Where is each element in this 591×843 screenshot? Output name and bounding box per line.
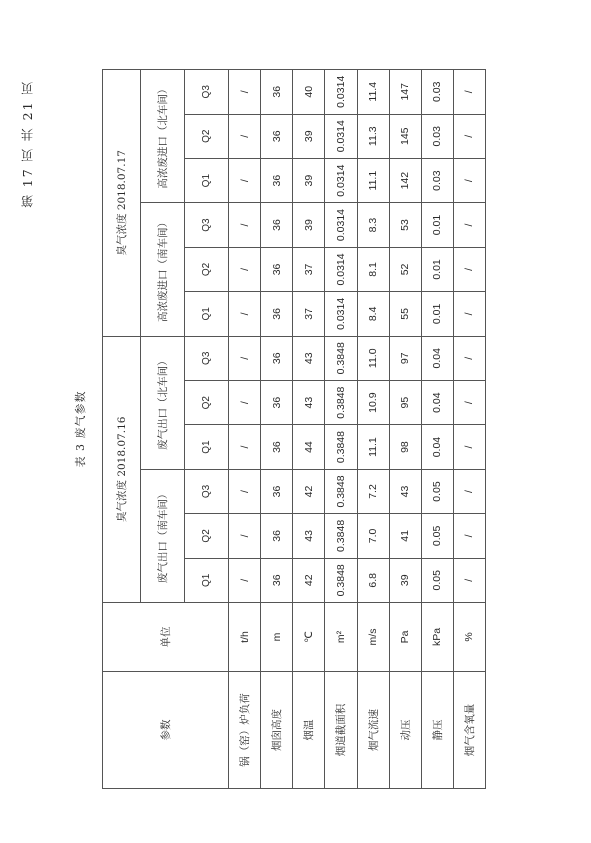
row-unit: ℃ bbox=[293, 603, 325, 672]
table-caption: 表 3 废气参数 bbox=[74, 390, 87, 468]
row-unit: t/h bbox=[229, 603, 261, 672]
table-cell: / bbox=[229, 380, 261, 424]
table-cell: 6.8 bbox=[357, 558, 389, 602]
table-cell: 36 bbox=[261, 203, 293, 247]
row-unit: m/s bbox=[357, 603, 389, 672]
table-cell: 0.3848 bbox=[325, 425, 357, 469]
table-cell: 43 bbox=[293, 336, 325, 380]
row-unit: Pa bbox=[389, 603, 421, 672]
table-cell: / bbox=[453, 380, 485, 424]
header-date-1: 臭气浓度 2018.07.16 bbox=[103, 336, 141, 602]
table-cell: / bbox=[453, 425, 485, 469]
table-cell: / bbox=[229, 158, 261, 202]
table-cell: / bbox=[453, 336, 485, 380]
table-cell: 36 bbox=[261, 514, 293, 558]
table-cell: 0.0314 bbox=[325, 158, 357, 202]
table-cell: / bbox=[453, 70, 485, 115]
table-body bbox=[229, 70, 486, 789]
table-cell: 8.4 bbox=[357, 292, 389, 336]
table-cell: 52 bbox=[389, 247, 421, 291]
table-cell: 98 bbox=[389, 425, 421, 469]
header-param: 参数 bbox=[103, 672, 229, 789]
table-row bbox=[293, 70, 325, 789]
table-cell: 55 bbox=[389, 292, 421, 336]
row-param: 烟道截面积 bbox=[325, 672, 357, 789]
table-cell: 95 bbox=[389, 380, 421, 424]
header-q: Q3 bbox=[185, 469, 229, 513]
table-row bbox=[229, 70, 261, 789]
header-q: Q2 bbox=[185, 380, 229, 424]
table-row bbox=[453, 70, 485, 789]
row-unit: m² bbox=[325, 603, 357, 672]
table-row bbox=[357, 70, 389, 789]
table-cell: / bbox=[229, 203, 261, 247]
table-cell: 0.05 bbox=[421, 469, 453, 513]
table-cell: / bbox=[229, 469, 261, 513]
table-cell: / bbox=[229, 292, 261, 336]
exhaust-parameters-table bbox=[102, 69, 486, 789]
table-cell: 0.01 bbox=[421, 292, 453, 336]
table-cell: 0.3848 bbox=[325, 558, 357, 602]
table-cell: 53 bbox=[389, 203, 421, 247]
table-cell: 37 bbox=[293, 292, 325, 336]
table-cell: 0.3848 bbox=[325, 514, 357, 558]
table-cell: 39 bbox=[293, 158, 325, 202]
table-cell: 0.3848 bbox=[325, 336, 357, 380]
table-cell: 36 bbox=[261, 70, 293, 115]
table-cell: 36 bbox=[261, 114, 293, 158]
table-cell: 40 bbox=[293, 70, 325, 115]
table-cell: 39 bbox=[293, 203, 325, 247]
row-unit: % bbox=[453, 603, 485, 672]
table-cell: 43 bbox=[293, 380, 325, 424]
header-group-3: 高浓废进口（南车间） bbox=[141, 203, 185, 336]
table-cell: 11.3 bbox=[357, 114, 389, 158]
table-cell: / bbox=[453, 203, 485, 247]
table-cell: 97 bbox=[389, 336, 421, 380]
table-cell: 0.05 bbox=[421, 514, 453, 558]
table-row bbox=[389, 70, 421, 789]
table-cell: / bbox=[229, 425, 261, 469]
header-q: Q3 bbox=[185, 336, 229, 380]
header-q: Q1 bbox=[185, 558, 229, 602]
table-cell: 36 bbox=[261, 158, 293, 202]
header-q: Q1 bbox=[185, 158, 229, 202]
table-cell: / bbox=[229, 114, 261, 158]
table-cell: 36 bbox=[261, 425, 293, 469]
table-cell: 11.1 bbox=[357, 158, 389, 202]
table-cell: / bbox=[229, 514, 261, 558]
header-group-1: 废气出口（南车间） bbox=[141, 469, 185, 602]
table-cell: / bbox=[453, 514, 485, 558]
table-cell: 36 bbox=[261, 247, 293, 291]
row-unit: m bbox=[261, 603, 293, 672]
table-cell: 44 bbox=[293, 425, 325, 469]
table-cell: 145 bbox=[389, 114, 421, 158]
row-param: 烟气流速 bbox=[357, 672, 389, 789]
table-cell: 36 bbox=[261, 380, 293, 424]
table-cell: 11.0 bbox=[357, 336, 389, 380]
table-cell: 0.04 bbox=[421, 425, 453, 469]
table-cell: 43 bbox=[293, 514, 325, 558]
header-q: Q3 bbox=[185, 203, 229, 247]
table-cell: 39 bbox=[293, 114, 325, 158]
table-cell: 0.3848 bbox=[325, 469, 357, 513]
table-row bbox=[261, 70, 293, 789]
table-cell: 7.2 bbox=[357, 469, 389, 513]
table-cell: 0.01 bbox=[421, 203, 453, 247]
table-cell: 8.1 bbox=[357, 247, 389, 291]
header-q: Q1 bbox=[185, 292, 229, 336]
table-cell: 43 bbox=[389, 469, 421, 513]
table-cell: 42 bbox=[293, 469, 325, 513]
row-param: 烟囱高度 bbox=[261, 672, 293, 789]
row-unit: kPa bbox=[421, 603, 453, 672]
table-cell: 36 bbox=[261, 336, 293, 380]
table-cell: / bbox=[229, 247, 261, 291]
header-group-2: 废气出口（北车间） bbox=[141, 336, 185, 469]
row-param: 静压 bbox=[421, 672, 453, 789]
table-cell: 0.0314 bbox=[325, 203, 357, 247]
header-unit: 单位 bbox=[103, 603, 229, 672]
header-q: Q1 bbox=[185, 425, 229, 469]
page-header: 第 17 页 共 21 页 bbox=[20, 80, 35, 208]
table-row bbox=[325, 70, 357, 789]
table-cell: / bbox=[453, 247, 485, 291]
table-cell: 8.3 bbox=[357, 203, 389, 247]
table-cell: 11.4 bbox=[357, 70, 389, 115]
table-cell: 0.04 bbox=[421, 336, 453, 380]
rotated-content bbox=[74, 69, 486, 789]
table-row bbox=[421, 70, 453, 789]
header-q: Q2 bbox=[185, 114, 229, 158]
row-param: 动压 bbox=[389, 672, 421, 789]
table-cell: 39 bbox=[389, 558, 421, 602]
table-cell: 0.0314 bbox=[325, 247, 357, 291]
table-cell: 142 bbox=[389, 158, 421, 202]
table-cell: / bbox=[453, 292, 485, 336]
table-cell: 42 bbox=[293, 558, 325, 602]
table-cell: 11.1 bbox=[357, 425, 389, 469]
table-cell: 0.05 bbox=[421, 558, 453, 602]
row-param: 烟气含氧量 bbox=[453, 672, 485, 789]
header-q: Q3 bbox=[185, 70, 229, 115]
table-cell: / bbox=[453, 114, 485, 158]
table-cell: 0.0314 bbox=[325, 70, 357, 115]
table-cell: 0.0314 bbox=[325, 114, 357, 158]
row-param: 锅（窑）炉负荷 bbox=[229, 672, 261, 789]
table-cell: 0.03 bbox=[421, 158, 453, 202]
table-cell: 0.0314 bbox=[325, 292, 357, 336]
table-cell: 36 bbox=[261, 292, 293, 336]
table-cell: 36 bbox=[261, 558, 293, 602]
table-cell: 36 bbox=[261, 469, 293, 513]
table-cell: / bbox=[229, 558, 261, 602]
table-cell: 0.04 bbox=[421, 380, 453, 424]
table-cell: / bbox=[453, 469, 485, 513]
header-q: Q2 bbox=[185, 514, 229, 558]
table-cell: / bbox=[229, 336, 261, 380]
table-cell: 41 bbox=[389, 514, 421, 558]
table-cell: / bbox=[229, 70, 261, 115]
header-q: Q2 bbox=[185, 247, 229, 291]
row-param: 烟温 bbox=[293, 672, 325, 789]
table-cell: 7.0 bbox=[357, 514, 389, 558]
table-cell: 0.01 bbox=[421, 247, 453, 291]
table-cell: 0.03 bbox=[421, 70, 453, 115]
header-group-4: 高浓废进口（北车间） bbox=[141, 70, 185, 203]
table-cell: 147 bbox=[389, 70, 421, 115]
table-cell: 0.3848 bbox=[325, 380, 357, 424]
table-cell: 37 bbox=[293, 247, 325, 291]
table-cell: 10.9 bbox=[357, 380, 389, 424]
table-cell: / bbox=[453, 158, 485, 202]
header-date-2: 臭气浓度 2018.07.17 bbox=[103, 70, 141, 337]
table-cell: / bbox=[453, 558, 485, 602]
table-cell: 0.03 bbox=[421, 114, 453, 158]
